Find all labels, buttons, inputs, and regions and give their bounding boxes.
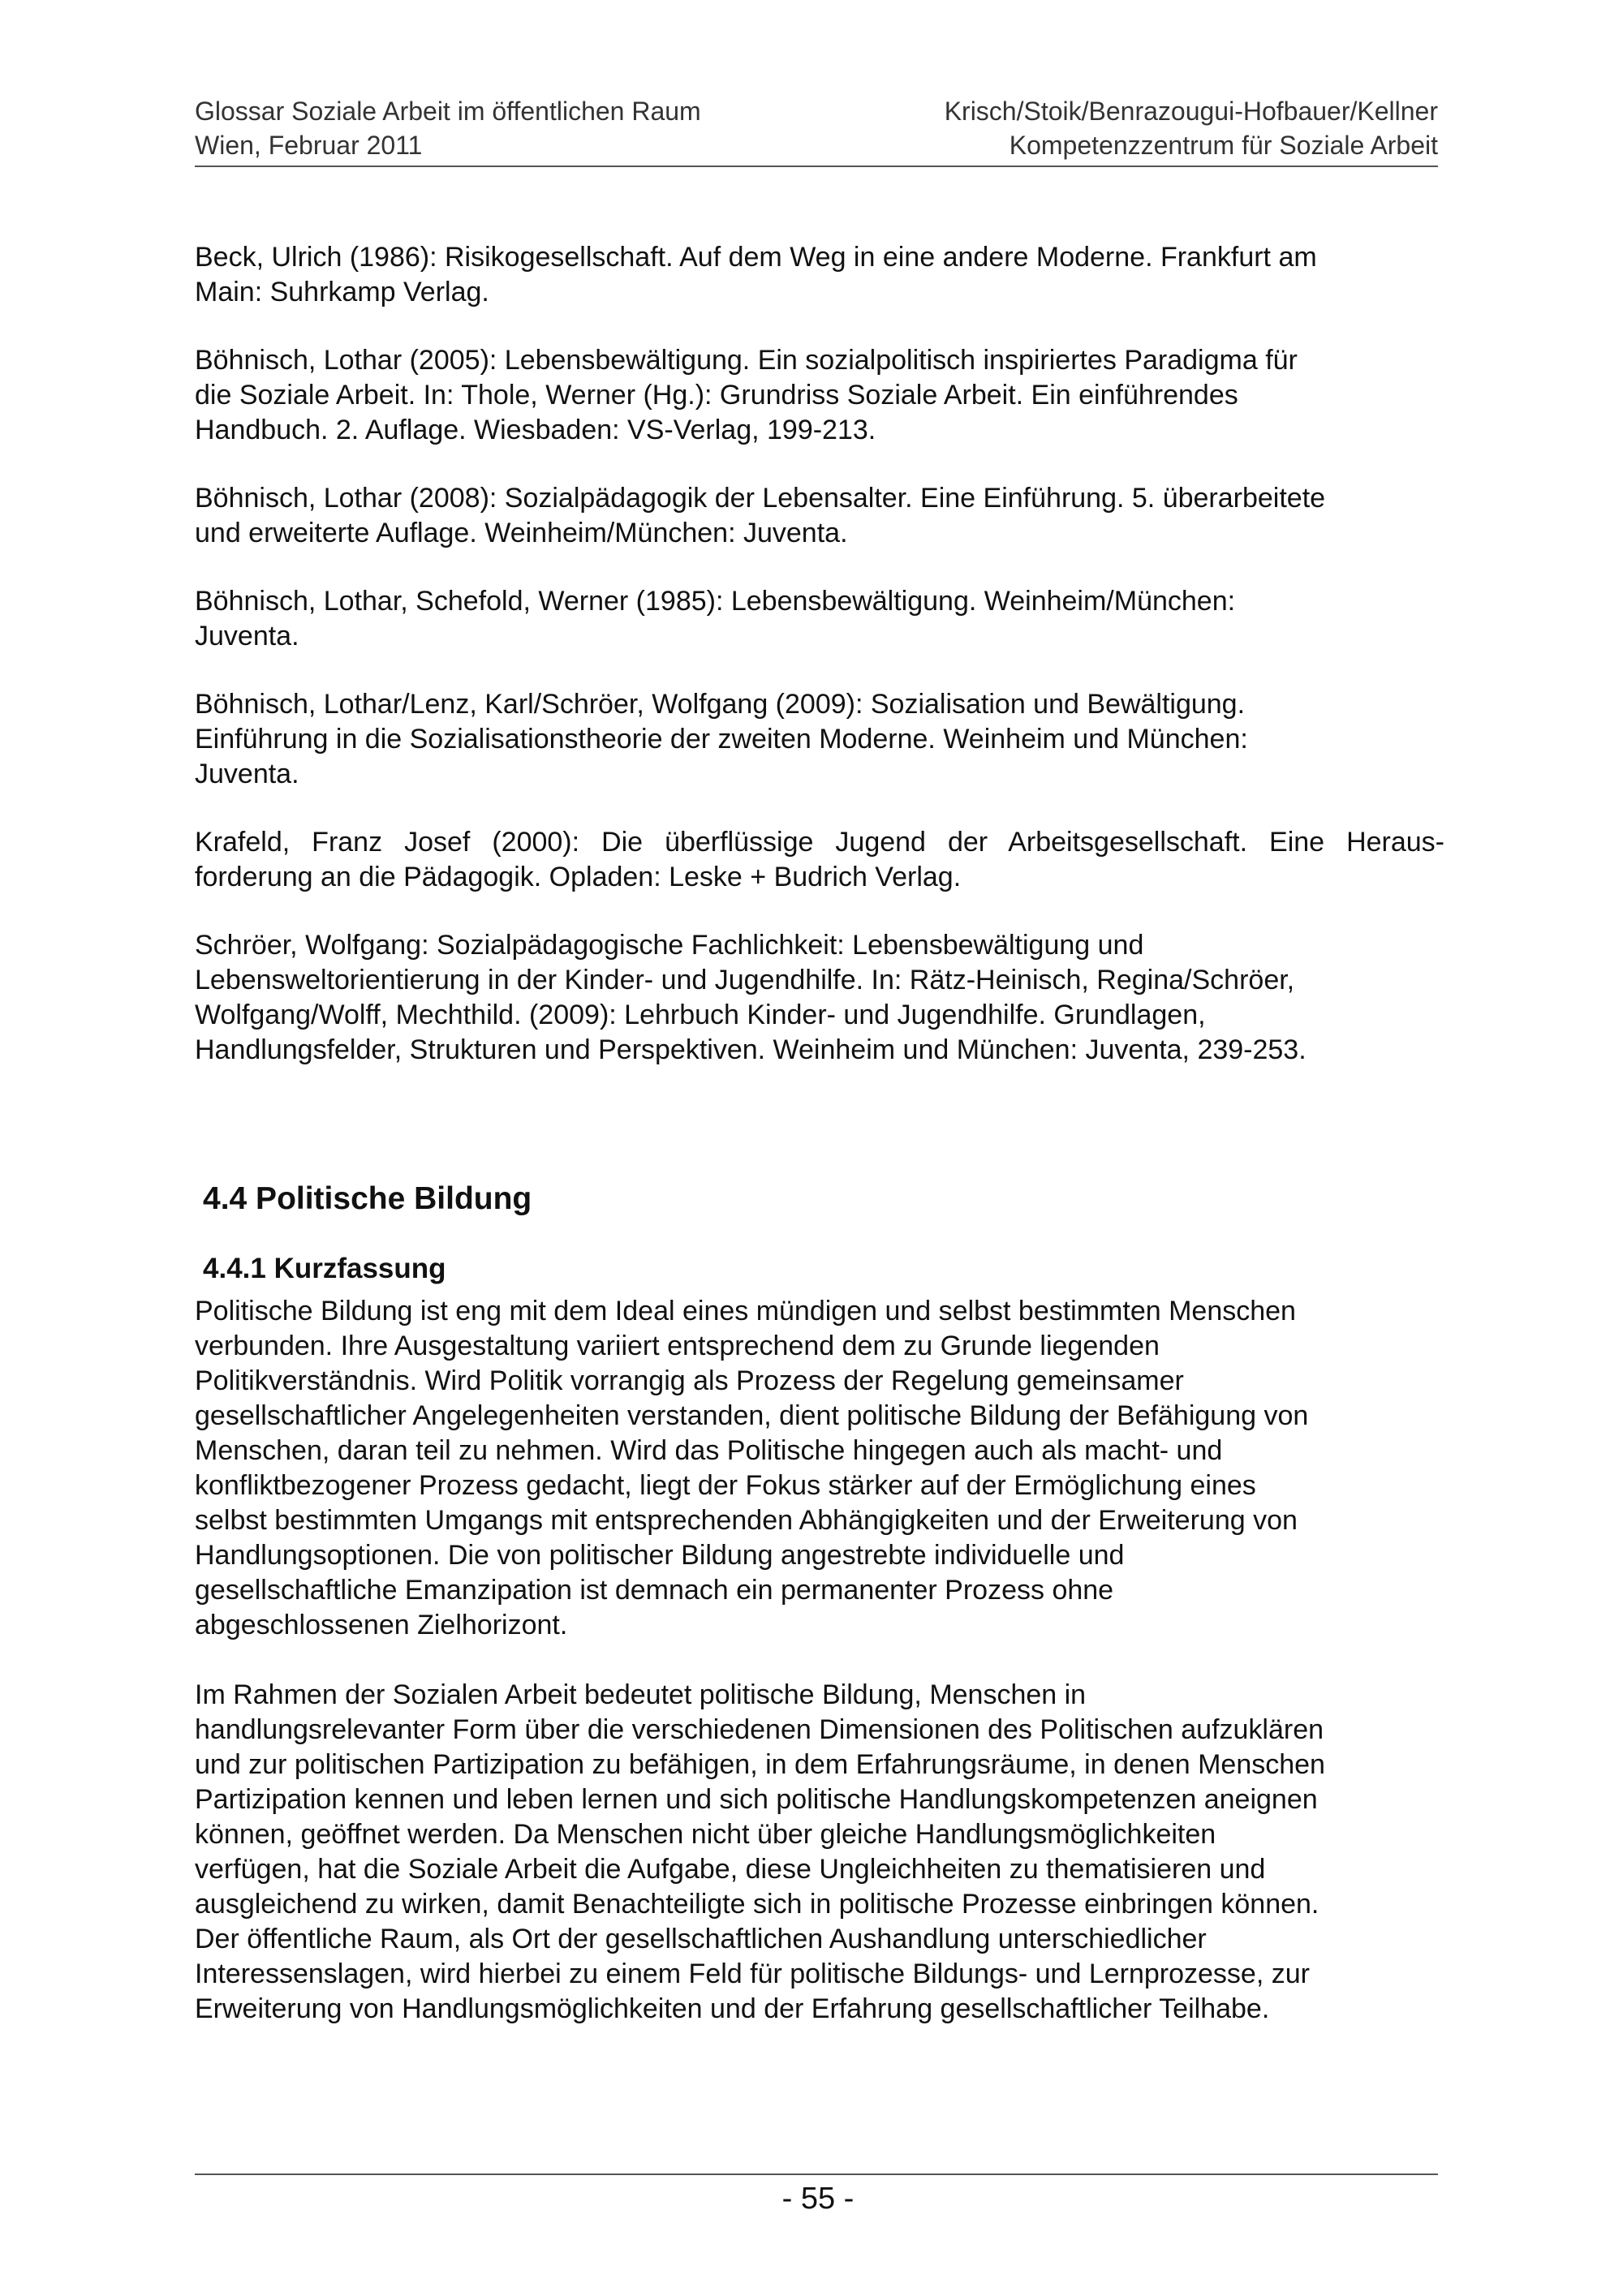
reference-entry: [195, 825, 1444, 895]
header-left-block: [195, 94, 701, 162]
paragraph-line: selbst bestimmten Umgangs mit entsprechenden Abhängigkeiten und der Erweiterung von: [195, 1505, 1298, 1536]
reference-line: Böhnisch, Lothar/Lenz, Karl/Schröer, Wolfgang (2009): Sozialisation und Bewältigung.: [195, 689, 1246, 720]
reference-line: Lebensweltorientierung in der Kinder- und Jugendhilfe. In: Rätz-Heinisch, Regina/Schröer,: [195, 965, 1295, 995]
paragraph-line: und zur politischen Partizipation zu befähigen, in dem Erfahrungsräume, in denen Menschen: [195, 1749, 1325, 1780]
paragraph-line: Interessenslagen, wird hierbei zu einem Feld für politische Bildungs- und Lernprozesse, zur: [195, 1958, 1310, 1989]
reference-entry: [195, 481, 1444, 551]
reference-line: und erweiterte Auflage. Weinheim/München: Juventa.: [195, 518, 848, 548]
paragraph-line: Menschen, daran teil zu nehmen. Wird das Politische hingegen auch als macht- und: [195, 1435, 1223, 1466]
section-body: [195, 1294, 1444, 2062]
reference-line: Böhnisch, Lothar (2005): Lebensbewältigung. Ein sozialpolitisch inspiriertes Paradigma für: [195, 345, 1298, 376]
reference-list: [195, 240, 1444, 1101]
paragraph-line: verfügen, hat die Soziale Arbeit die Aufgabe, diese Ungleichheiten zu thematisieren und: [195, 1854, 1266, 1885]
reference-line: die Soziale Arbeit. In: Thole, Werner (Hg.): Grundriss Soziale Arbeit. Ein einführendes: [195, 380, 1238, 411]
paragraph-line: gesellschaftliche Emanzipation ist demnach ein permanenter Prozess ohne: [195, 1575, 1114, 1606]
paragraph-line: Politikverständnis. Wird Politik vorrangig als Prozess der Regelung gemeinsamer: [195, 1365, 1184, 1396]
reference-line: Schröer, Wolfgang: Sozialpädagogische Fachlichkeit: Lebensbewältigung und: [195, 930, 1144, 961]
paragraph-line: Der öffentliche Raum, als Ort der gesellschaftlichen Aushandlung unterschiedlicher: [195, 1924, 1207, 1954]
subsection-heading: 4.4.1 Kurzfassung: [203, 1253, 446, 1284]
page-number: - 55 -: [781, 2182, 855, 2216]
paragraph-line: Partizipation kennen und leben lernen und sich politische Handlungskompetenzen aneignen: [195, 1784, 1318, 1815]
page-header: [195, 91, 1438, 167]
paragraph-line: konfliktbezogener Prozess gedacht, liegt der Fokus stärker auf der Ermöglichung eines: [195, 1470, 1256, 1501]
header-institution: Kompetenzzentrum für Soziale Arbeit: [1009, 131, 1438, 160]
header-date: Wien, Februar 2011: [195, 131, 423, 160]
paragraph-line: ausgleichend zu wirken, damit Benachteiligte sich in politische Prozesse einbringen können.: [195, 1889, 1319, 1920]
reference-entry: [195, 687, 1444, 792]
reference-line: Einführung in die Sozialisationstheorie der zweiten Moderne. Weinheim und München:: [195, 724, 1248, 755]
reference-entry: [195, 928, 1444, 1068]
reference-entry: [195, 240, 1444, 310]
header-title: Glossar Soziale Arbeit im öffentlichen Raum: [195, 97, 701, 126]
reference-line: Handbuch. 2. Auflage. Wiesbaden: VS-Verlag, 199-213.: [195, 415, 876, 445]
paragraph-line: Handlungsoptionen. Die von politischer Bildung angestrebte individuelle und: [195, 1540, 1125, 1571]
paragraph: [195, 1294, 1444, 1643]
paragraph-line: Erweiterung von Handlungsmöglichkeiten und der Erfahrung gesellschaftlicher Teilhabe.: [195, 1993, 1270, 2024]
reference-line: Böhnisch, Lothar, Schefold, Werner (1985): Lebensbewältigung. Weinheim/München:: [195, 586, 1236, 617]
header-right-block: [945, 94, 1438, 162]
reference-line: forderung an die Pädagogik. Opladen: Leske + Budrich Verlag.: [195, 862, 962, 892]
paragraph-line: Im Rahmen der Sozialen Arbeit bedeutet politische Bildung, Menschen in: [195, 1679, 1087, 1710]
reference-line: Juventa.: [195, 621, 299, 651]
reference-line: Krafeld, Franz Josef (2000): Die überflüssige Jugend der Arbeitsgesellschaft. Eine Heraus-: [195, 827, 1444, 858]
reference-line: Wolfgang/Wolff, Mechthild. (2009): Lehrbuch Kinder- und Jugendhilfe. Grundlagen,: [195, 1000, 1206, 1030]
reference-line: Beck, Ulrich (1986): Risikogesellschaft. Auf dem Weg in eine andere Moderne. Frankfurt am: [195, 242, 1317, 273]
reference-entry: [195, 343, 1444, 448]
paragraph-line: abgeschlossenen Zielhorizont.: [195, 1610, 568, 1640]
footer-rule: [195, 2173, 1438, 2175]
paragraph-line: können, geöffnet werden. Da Menschen nicht über gleiche Handlungsmöglichkeiten: [195, 1819, 1216, 1850]
header-authors: Krisch/Stoik/Benrazougui-Hofbauer/Kellner: [944, 97, 1438, 126]
reference-line: Juventa.: [195, 759, 299, 789]
reference-line: Handlungsfelder, Strukturen und Perspektiven. Weinheim und München: Juventa, 239-253.: [195, 1034, 1307, 1065]
reference-entry: [195, 584, 1444, 654]
paragraph-line: gesellschaftlicher Angelegenheiten verstanden, dient politische Bildung der Befähigung von: [195, 1400, 1309, 1431]
paragraph-line: verbunden. Ihre Ausgestaltung variiert entsprechend dem zu Grunde liegenden: [195, 1331, 1160, 1361]
reference-line: Main: Suhrkamp Verlag.: [195, 277, 489, 307]
section-heading: 4.4 Politische Bildung: [203, 1181, 532, 1216]
paragraph: [195, 1678, 1444, 2027]
paragraph-line: Politische Bildung ist eng mit dem Ideal eines mündigen und selbst bestimmten Menschen: [195, 1296, 1296, 1326]
reference-line: Böhnisch, Lothar (2008): Sozialpädagogik der Lebensalter. Eine Einführung. 5. überarbeitete: [195, 483, 1326, 514]
paragraph-line: handlungsrelevanter Form über die verschiedenen Dimensionen des Politischen aufzuklären: [195, 1714, 1324, 1745]
